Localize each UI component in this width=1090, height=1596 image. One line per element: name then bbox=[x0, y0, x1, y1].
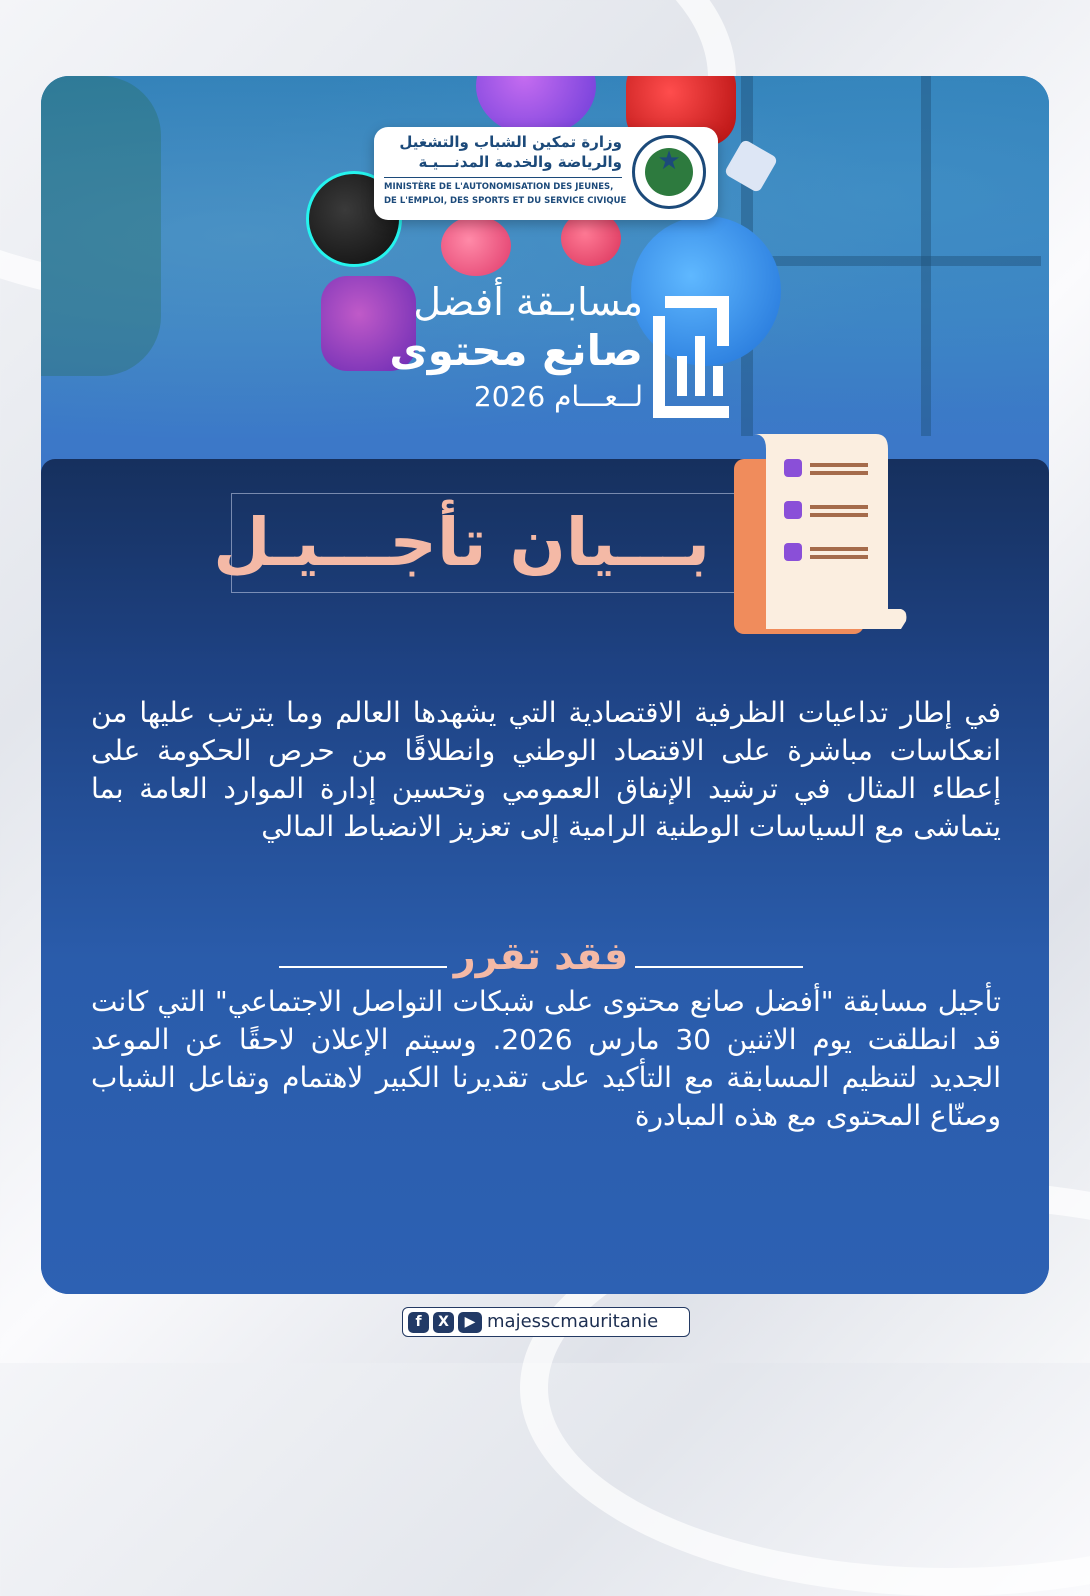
ministry-name-ar: والرياضة والخدمة المدنـــيـة bbox=[418, 153, 622, 171]
divider bbox=[384, 177, 622, 178]
star-icon: ★ bbox=[657, 146, 681, 176]
intro-paragraph: في إطار تداعيات الظرفية الاقتصادية التي يشهدها العالم وما يترتب عليها من انعكاسات مباشرة على الاقتصاد الوطني وانطلاقًا من حرص الحكومة على إعطاء المثال في ترشيد الإنفاق العمومي وتحسين إدارة الموارد العامة بما يتماشى مع السياسات الوطنية الرامية إلى تعزيز الانضباط المالي bbox=[91, 696, 1001, 843]
x-icon[interactable]: X bbox=[433, 1312, 454, 1333]
ministry-name-fr: MINISTÈRE DE L'AUTONOMISATION DES JEUNES, bbox=[384, 182, 614, 192]
title-frame bbox=[213, 493, 751, 593]
like-icon bbox=[441, 216, 511, 276]
ministry-logo-card bbox=[374, 127, 718, 220]
hero-banner bbox=[41, 76, 1049, 476]
announcement-panel bbox=[41, 459, 1049, 1294]
facebook-icon[interactable]: f bbox=[408, 1312, 429, 1333]
announcement-title: بـــيان تأجـــيـل bbox=[213, 504, 710, 581]
studio-shelf bbox=[741, 256, 1041, 266]
contest-logo bbox=[359, 276, 739, 436]
poster-card bbox=[41, 76, 1049, 1294]
mauritania-seal-icon bbox=[632, 135, 706, 209]
ministry-name-ar: وزارة تمكين الشباب والتشغيل bbox=[399, 133, 622, 151]
lightning-icon bbox=[724, 139, 779, 194]
studio-plant bbox=[41, 76, 161, 376]
youtube-icon[interactable]: ▶ bbox=[458, 1312, 482, 1333]
decided-label: فقد تقرر bbox=[453, 934, 629, 978]
social-footer bbox=[402, 1307, 690, 1337]
contest-emblem-icon bbox=[643, 276, 739, 426]
decision-heading bbox=[271, 934, 811, 984]
checklist-icon bbox=[726, 429, 911, 639]
contest-year: لــعـــام 2026 bbox=[473, 380, 643, 413]
decision-paragraph: تأجيل مسابقة "أفضل صانع محتوى على شبكات التواصل الاجتماعي" التي كانت قد انطلقت يوم الاثنين 30 مارس 2026. وسيتم الإعلان لاحقًا عن الموعد الجديد لتنظيم المسابقة مع التأكيد على تقديرنا الكبير لاهتمام وتفاعل الشباب وصنّاع المحتوى مع هذه المبادرة bbox=[91, 985, 1002, 1132]
social-handle[interactable]: majesscmauritanie bbox=[487, 1311, 659, 1332]
ministry-name-fr: DE L'EMPLOI, DES SPORTS ET DU SERVICE CIVIQUE bbox=[384, 196, 627, 206]
contest-title: صانع محتوى bbox=[389, 326, 643, 375]
contest-title: مسابـقة أفضل bbox=[413, 280, 643, 324]
